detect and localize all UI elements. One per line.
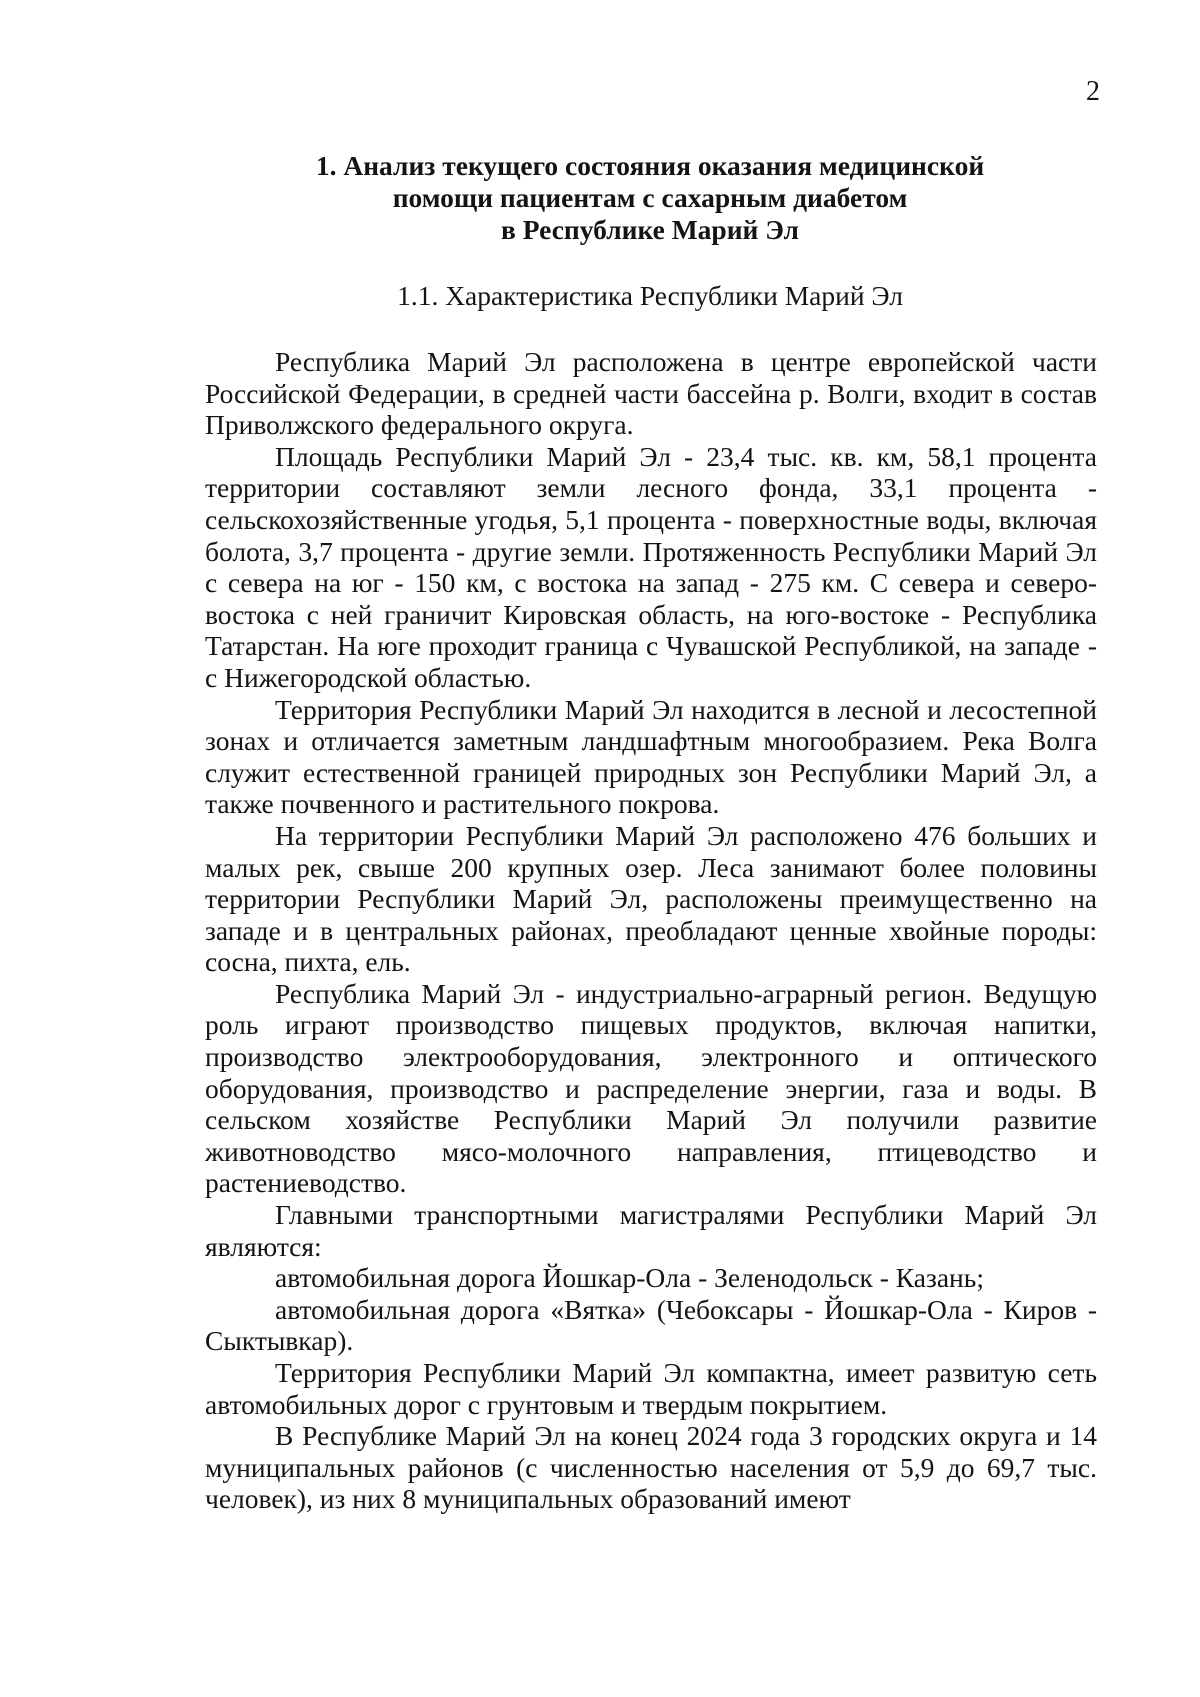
section-title	[200, 150, 1100, 246]
paragraph: Площадь Республики Марий Эл - 23,4 тыс. кв. км, 58,1 процента территории составляют земли лесного фонда, 33,1 процента - сельскохозяйственные угодья, 5,1 процента - поверхностные воды, включая болота, 3,7 процента - другие земли. Протяженность Республики Марий Эл с севера на юг - 150 км, с востока на запад - 275 км. С севера и северо-востока с ней граничит Кировская область, на юго-востоке - Республика Татарстан. На юге проходит граница с Чувашской Республикой, на западе - с Нижегородской областью.	[205, 440, 1097, 693]
body-text	[205, 346, 1097, 1515]
section-title-line: в Республике Марий Эл	[500, 214, 799, 245]
paragraph: Республика Марий Эл - индустриально-аграрный регион. Ведущую роль играют производство пищевых продуктов, включая напитки, производство электрооборудования, электронного и оптического оборудования, производство и распределение энергии, газа и воды. В сельском хозяйстве Республики Марий Эл получили развитие животноводство мясо-молочного направления, птицеводство и растениеводство.	[205, 977, 1097, 1199]
paragraph: На территории Республики Марий Эл расположено 476 больших и малых рек, свыше 200 крупных озер. Леса занимают более половины территории Республики Марий Эл, расположены преимущественно на западе и в центральных районах, преобладают ценные хвойные породы: сосна, пихта, ель.	[205, 819, 1097, 978]
paragraph: Главными транспортными магистралями Республики Марий Эл являются:	[205, 1199, 1097, 1262]
subsection-title: 1.1. Характеристика Республики Марий Эл	[397, 280, 903, 311]
paragraph: Территория Республики Марий Эл находится в лесной и лесостепной зонах и отличается заметным ландшафтным многообразием. Река Волга служит естественной границей природных зон Республики Марий Эл, а также почвенного и растительного покрова.	[205, 693, 1097, 820]
paragraph: В Республике Марий Эл на конец 2024 года 3 городских округа и 14 муниципальных районов (с численностью населения от 5,9 до 69,7 тыс. человек), из них 8 муниципальных образований имеют	[205, 1420, 1097, 1515]
paragraph: Республика Марий Эл расположена в центре европейской части Российской Федерации, в средней части бассейна р. Волги, входит в состав Приволжского федерального округа.	[205, 346, 1097, 441]
paragraph: Территория Республики Марий Эл компактна, имеет развитую сеть автомобильных дорог с грунтовым и твердым покрытием.	[205, 1357, 1097, 1420]
list-item: автомобильная дорога «Вятка» (Чебоксары - Йошкар-Ола - Киров - Сыктывкар).	[205, 1293, 1097, 1357]
section-title-line: 1. Анализ текущего состояния оказания медицинской	[315, 150, 985, 181]
list-item: автомобильная дорога Йошкар-Ола - Зеленодольск - Казань;	[275, 1262, 984, 1294]
page-number: 2	[1086, 76, 1100, 107]
section-title-line: помощи пациентам с сахарным диабетом	[392, 182, 908, 213]
